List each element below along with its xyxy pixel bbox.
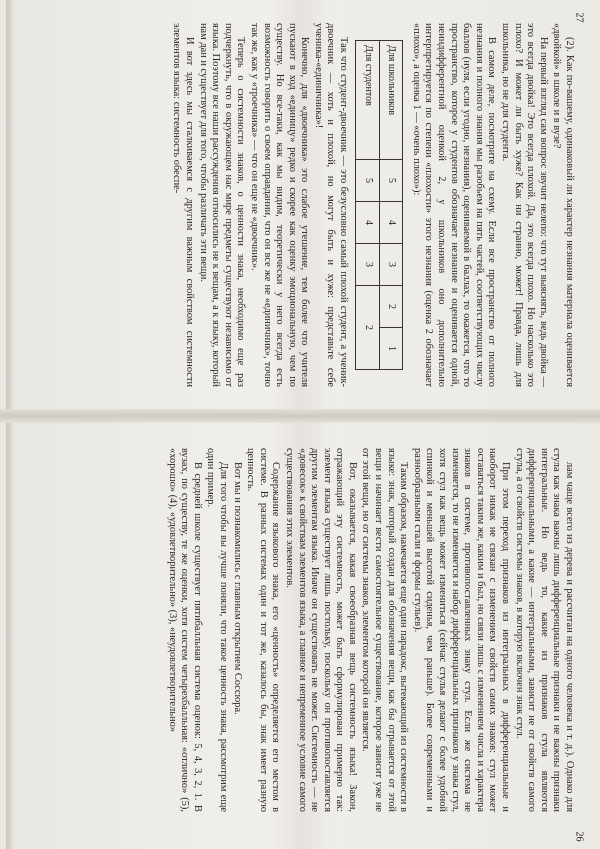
table-cell: 3 (356, 244, 380, 286)
paragraph: Для того чтобы вы лучше поняли, что такое ценность знака, рассмотрим еще один пример. (205, 448, 229, 812)
table-cell: 5 (379, 160, 403, 202)
paragraph: На первый взгляд сам вопрос звучит нелепо: что тут выяснять, ведь двойка — это всегда двойка! Это всегда плохой. Да, это всегда плохо. Но насколько это плохо? И может ли быть хуже? Как ни странно, может! Правда, лишь для школьника, но не для студента. (500, 23, 549, 387)
paragraph: Теперь о системности знаков, о ценности знака, необходимо еще раз подчеркнуть, что в окружающем нас мире предметы существуют независимо от языка. Поэтому все наши рассуждения относились не к вещам, а к языку, который нам дан и существует для того, чтобы различать эти вещи. (197, 23, 247, 387)
table-cell: 2 (379, 286, 403, 328)
paragraph: (2). Как по-вашему, одинаковый ли характер незнания материала оценивается «двойкой» в школе и в вузе? (551, 23, 575, 387)
paragraph: Так что студент-двоечник — это безусловно самый плохой студент, а ученик-двоечник — хоть и плохой, но могут быть и хуже: представьте себе ученика-«единичника»! (312, 23, 350, 387)
paragraph: В средней школе существует пятибалльная система оценок: 5, 4, 3, 2, 1. В вузах, по существу, те же оценки, хотя систем четырехбалльная: «отлично» (5), «хорошо» (4), «удовлетворительно» (3), «неудовлетворительно» (166, 448, 203, 812)
page-edge (6, 0, 14, 849)
table-cell: 1 (379, 328, 403, 370)
table-row (379, 41, 403, 370)
table-cell: 4 (356, 202, 380, 244)
paragraph: Вот, оказывается, какая своеобразная вещь системность языка! Закон, отражающий эту системность, может быть сформулирован примерно так: элемент языка существует лишь постольку, поскольку он противопоставляется другим элементам языка. Иначе он существовать не может. Системность — не «довесок» к свойствам элементов языка, а главное и непременное условие самого существования этих элементов. (283, 448, 358, 812)
table-cell: 4 (379, 202, 403, 244)
paragraph: При этом переход признаков из интегральных в дифференциальные и наоборот никак не связан с изменением свойств самих знаков: стул может оставаться таким же, каким и был, но связи лишь с изменением числа и характера знаков в системе, противопоставленных знаку стул. Если же система не изменяется, то не изменяется и набор дифференциальных признаков у знака стул, хотя стул как вещь может измениться (сейчас стулья делают с более удобной спинкой и меньшей высотой сиденья, чем раньше). Более современными и разнообразными стали и формы стульев). (411, 448, 512, 812)
paragraph: лам чаще всего из дерева и рассчитан на одного человека и т. д.). Однако для стула как знака важны лишь дифференциальные признаки и не важны признаки интегральные. Но ведь то, какие из признаков стула являются дифференциальными, а какие — интегральными, зависит не от свойств самого стула, а от свойств системы знаков, в которую включен знак стул. (513, 448, 575, 812)
table-cell: 5 (356, 160, 380, 202)
paragraph: Вот мы и познакомились с главным открытием Соссюра. (231, 462, 243, 715)
page-number-bottom: 26 (573, 831, 585, 842)
paragraph: В самом деле, посмотрите на схему. Если все пространство от полного незнания и полного знания мы разобьем на пять частей, соответствующих числу баллов (нуля, если угодно, незнания), оцениваемой в баллах, то окажется, что то пространство, которое у студентов обозначает незнание и оценивается одной, неиндифферентной оценкой 2, у школьников оно дополнительно интерпретируется по степени «плохости» этого незнания (оценка 2 обозначает «плохо», а оценка 1 — «очень плохо»): (410, 23, 498, 387)
table-cell: 3 (379, 244, 403, 286)
table-cell: 2 (356, 286, 380, 370)
paragraph: И вот здесь мы сталкиваемся с другим важным свойством системности элементов языка: системность обеспе- (171, 23, 195, 387)
page-27 (25, 5, 585, 405)
table-row (356, 41, 380, 370)
page-number-top: 27 (573, 12, 585, 23)
grades-table (355, 40, 403, 370)
row-label: Для студентов (356, 41, 380, 160)
page-26 (25, 430, 585, 830)
paragraph: Содержание языкового знака, его «ценность» определяется его местом в системе. В разных системах один и тот же, казалось бы, знак имеет разную ценность. (245, 448, 282, 812)
paragraph: Конечно, для «двоечника» это слабое утешение, тем более что учителя пускают в ход «единицу» редко и скорее как оценку эмоциональную, чем по существу. Но все-таки, как мы видим, теоретически у него всегда есть возможность говорить о своем оправдании, что он все же не «единичник», точно так же, как у «троечника» — что он еще не «двоечник». (248, 23, 311, 387)
paragraph: Таким образом, намечается еще один парадокс, вытекающий из системности в языке: знак, который создан для обозначения вещи, как бы отрывается от этой вещи и начинает вести самостоятельное существование, которое зависит уже не от этой вещи, но от системы знаков, элементом которой он является. (360, 448, 410, 812)
book-gutter (0, 409, 600, 423)
row-label: Для школьников (379, 41, 403, 160)
